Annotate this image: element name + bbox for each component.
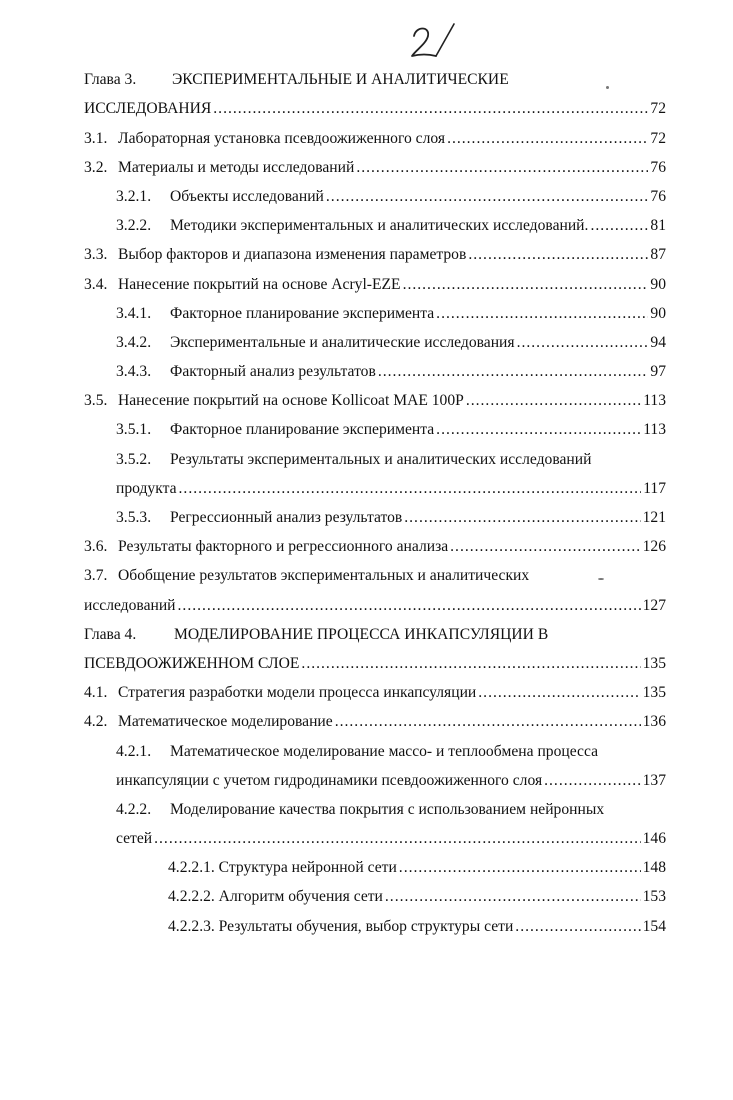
toc-entry-text — [116, 480, 177, 498]
toc-entry-label: 3.6. — [84, 538, 108, 556]
toc-page-number: 113 — [643, 421, 666, 439]
toc-page-number: 87 — [650, 246, 666, 264]
toc-entry-text — [116, 421, 434, 439]
toc-leader-dots — [399, 859, 641, 877]
toc-entry-title: ЭКСПЕРИМЕНТАЛЬНЫЕ И АНАЛИТИЧЕСКИЕ — [172, 71, 509, 89]
toc-page-number: 136 — [642, 713, 666, 731]
toc-entry-text — [116, 801, 666, 819]
toc-entry-text — [116, 188, 324, 206]
toc-entry-s4-2-2-b — [84, 819, 666, 848]
toc-entry-text — [84, 655, 299, 673]
toc-page-number: 126 — [642, 538, 666, 556]
toc-entry-s3-5-2-b — [84, 469, 666, 498]
toc-entry-label: Глава 4. — [84, 625, 137, 643]
toc-entry-text — [84, 538, 448, 556]
toc-entry-text — [116, 305, 434, 323]
toc-entry-text — [84, 713, 333, 731]
toc-leader-dots — [356, 159, 648, 177]
toc-page-number: 97 — [650, 363, 666, 381]
toc-entry-s3-2-1 — [84, 177, 666, 206]
toc-entry-label: 3.4.1. — [116, 304, 152, 322]
toc-entry-s4-2-2-3 — [84, 906, 666, 935]
toc-leader-dots — [403, 276, 649, 294]
toc-entry-label: 3.5. — [84, 392, 108, 410]
toc-entry-label: 4.2. — [84, 713, 108, 731]
toc-page-number: 72 — [650, 100, 666, 118]
toc-page-number: 76 — [650, 158, 666, 176]
toc-leader-dots — [326, 188, 649, 206]
toc-entry-text — [84, 392, 464, 410]
table-of-contents — [84, 60, 666, 936]
toc-entry-s3-6 — [84, 527, 666, 556]
toc-leader-dots — [478, 684, 640, 702]
toc-entry-text — [84, 159, 354, 177]
toc-page-number: 135 — [642, 684, 666, 702]
toc-entry-title: Лабораторная установка псевдоожиженного слоя — [118, 129, 446, 147]
toc-entry-text — [116, 363, 376, 381]
toc-entry-title: Регрессионный анализ результатов — [170, 509, 403, 526]
toc-entry-label: 3.3. — [84, 246, 108, 264]
toc-entry-label: 3.4.2. — [116, 333, 152, 351]
toc-entry-s3-4-3 — [84, 352, 666, 381]
toc-entry-s3-2-2 — [84, 206, 666, 235]
toc-entry-title: инкапсуляции с учетом гидродинамики псевдоожиженного слоя — [116, 771, 543, 789]
toc-entry-title: ПСЕВДООЖИЖЕННОМ СЛОЕ — [84, 654, 300, 672]
toc-entry-label: 3.2.2. — [116, 217, 152, 235]
toc-page-number: 113 — [643, 392, 666, 410]
toc-page-number: 81 — [650, 217, 666, 235]
toc-entry-text — [168, 859, 397, 877]
toc-entry-title: Выбор факторов и диапазона изменения параметров — [118, 246, 467, 264]
toc-entry-text — [84, 130, 445, 148]
toc-leader-dots — [301, 655, 640, 673]
toc-entry-s4-2 — [84, 702, 666, 731]
toc-page-number: 90 — [650, 304, 666, 322]
toc-entry-title: Объекты исследований — [170, 187, 324, 205]
toc-entry-s3-4-2 — [84, 323, 666, 352]
toc-entry-title: Материалы и методы исследований — [118, 158, 355, 176]
toc-entry-label: Глава 3. — [84, 71, 137, 89]
toc-entry-title: Экспериментальные и аналитические исследования — [170, 333, 515, 351]
toc-leader-dots — [436, 421, 641, 439]
toc-entry-ch3-a — [84, 60, 666, 89]
toc-page-number: 137 — [642, 771, 666, 789]
toc-leader-dots — [447, 130, 648, 148]
toc-leader-dots — [436, 305, 648, 323]
toc-page-number: 135 — [642, 654, 666, 672]
toc-entry-title: ИССЛЕДОВАНИЯ — [84, 100, 212, 118]
toc-page-number: 72 — [650, 129, 666, 147]
toc-entry-text — [116, 217, 588, 235]
toc-entry-text — [116, 451, 666, 469]
toc-entry-text — [116, 334, 515, 352]
toc-entry-title: исследований — [84, 596, 176, 614]
toc-entry-s3-7-a — [84, 556, 666, 585]
toc-leader-dots — [404, 509, 640, 527]
toc-leader-dots — [179, 480, 642, 498]
toc-entry-title: Факторный анализ результатов — [170, 363, 376, 381]
toc-leader-dots — [385, 888, 641, 906]
handwritten-page-number — [398, 14, 468, 64]
toc-entry-label: 3.1. — [84, 129, 108, 147]
toc-entry-title: Факторное планирование эксперимента — [170, 304, 435, 322]
toc-entry-label: 3.4.3. — [116, 363, 152, 381]
toc-entry-title: Стратегия разработки модели процесса инкапсуляции — [118, 684, 477, 702]
toc-leader-dots — [154, 830, 640, 848]
toc-page-number: 146 — [642, 830, 666, 848]
toc-entry-s3-5-1 — [84, 410, 666, 439]
toc-leader-dots — [378, 363, 649, 381]
toc-entry-text — [116, 743, 666, 761]
toc-entry-s3-7-b — [84, 585, 666, 614]
toc-entry-label: 4.2.2. — [116, 800, 152, 818]
toc-entry-s3-2 — [84, 148, 666, 177]
toc-page-number: 154 — [642, 917, 666, 935]
toc-entry-text — [116, 830, 152, 848]
toc-entry-s3-5-3 — [84, 498, 666, 527]
toc-entry-s3-4 — [84, 264, 666, 293]
toc-entry-s3-4-1 — [84, 294, 666, 323]
toc-leader-dots — [335, 713, 641, 731]
toc-entry-text — [84, 100, 211, 118]
toc-leader-dots — [590, 217, 648, 235]
toc-leader-dots — [517, 334, 649, 352]
toc-entry-ch3-b — [84, 89, 666, 118]
toc-entry-s4-2-2-a — [84, 790, 666, 819]
toc-entry-title: Математическое моделирование массо- и теплообмена процесса — [170, 742, 598, 760]
toc-entry-title: Нанесение покрытий на основе Acryl-EZE — [118, 275, 401, 293]
toc-entry-title: Результаты факторного и регрессионного анализа — [118, 538, 449, 556]
toc-entry-title: Нанесение покрытий на основе Kollicoat MAE 100P — [118, 392, 464, 410]
toc-page-number: 153 — [642, 888, 666, 906]
toc-leader-dots — [178, 597, 641, 615]
toc-entry-s4-2-1-a — [84, 731, 666, 760]
toc-entry-title: 4.2.2.1. Структура нейронной сети — [168, 859, 397, 877]
toc-entry-label: 4.1. — [84, 684, 108, 702]
toc-entry-text — [116, 772, 542, 790]
toc-entry-label: 4.2.1. — [116, 742, 152, 760]
toc-entry-text — [84, 567, 666, 585]
toc-entry-label: 3.5.3. — [116, 509, 152, 526]
toc-entry-text — [116, 509, 402, 527]
toc-entry-label: 3.2.1. — [116, 187, 152, 205]
toc-entry-title: сетей — [116, 830, 153, 848]
toc-leader-dots — [466, 392, 641, 410]
toc-entry-text — [84, 684, 476, 702]
toc-entry-label: 3.5.2. — [116, 450, 152, 468]
toc-entry-s3-1 — [84, 118, 666, 147]
toc-entry-label: 3.2. — [84, 158, 108, 176]
toc-leader-dots — [450, 538, 640, 556]
toc-entry-s3-3 — [84, 235, 666, 264]
toc-entry-title: продукта — [116, 479, 177, 497]
toc-page-number: 117 — [643, 479, 666, 497]
toc-entry-title: Обобщение результатов экспериментальных и аналитических — [118, 567, 530, 585]
toc-entry-s3-5-2-a — [84, 439, 666, 468]
toc-entry-title: 4.2.2.2. Алгоритм обучения сети — [168, 888, 383, 906]
toc-page-number: 76 — [650, 187, 666, 205]
toc-entry-title: МОДЕЛИРОВАНИЕ ПРОЦЕССА ИНКАПСУЛЯЦИИ В — [174, 625, 549, 643]
toc-entry-text — [84, 276, 401, 294]
toc-leader-dots — [468, 246, 648, 264]
toc-page-number: 148 — [642, 859, 666, 877]
toc-entry-label: 3.5.1. — [116, 421, 152, 439]
toc-entry-text — [84, 246, 466, 264]
toc-entry-s4-1 — [84, 673, 666, 702]
toc-entry-text — [84, 626, 666, 644]
toc-leader-dots — [515, 918, 640, 936]
toc-entry-title: 4.2.2.3. Результаты обучения, выбор структуры сети — [168, 917, 514, 935]
toc-page-number: 94 — [650, 333, 666, 351]
toc-entry-ch4-a — [84, 615, 666, 644]
toc-entry-s4-2-2-2 — [84, 877, 666, 906]
toc-entry-text — [168, 888, 383, 906]
toc-page-number: 90 — [650, 275, 666, 293]
toc-entry-ch4-b — [84, 644, 666, 673]
toc-entry-s4-2-1-b — [84, 761, 666, 790]
toc-entry-s4-2-2-1 — [84, 848, 666, 877]
toc-entry-label: 3.7. — [84, 567, 108, 585]
toc-entry-text — [84, 71, 666, 89]
toc-entry-title: Математическое моделирование — [118, 713, 333, 731]
toc-entry-title: Моделирование качества покрытия с использованием нейронных — [170, 800, 605, 818]
toc-entry-title: Результаты экспериментальных и аналитических исследований — [170, 450, 592, 468]
toc-leader-dots — [544, 772, 640, 790]
toc-entry-label: 3.4. — [84, 275, 108, 293]
toc-entry-s3-5 — [84, 381, 666, 410]
toc-page-number: 127 — [642, 596, 666, 614]
toc-entry-title: Факторное планирование эксперимента — [170, 421, 435, 439]
toc-entry-text — [168, 918, 513, 936]
toc-leader-dots — [213, 100, 648, 118]
toc-entry-title: Методики экспериментальных и аналитических исследований. — [170, 217, 589, 235]
toc-entry-text — [84, 597, 176, 615]
toc-page-number: 121 — [642, 509, 666, 526]
